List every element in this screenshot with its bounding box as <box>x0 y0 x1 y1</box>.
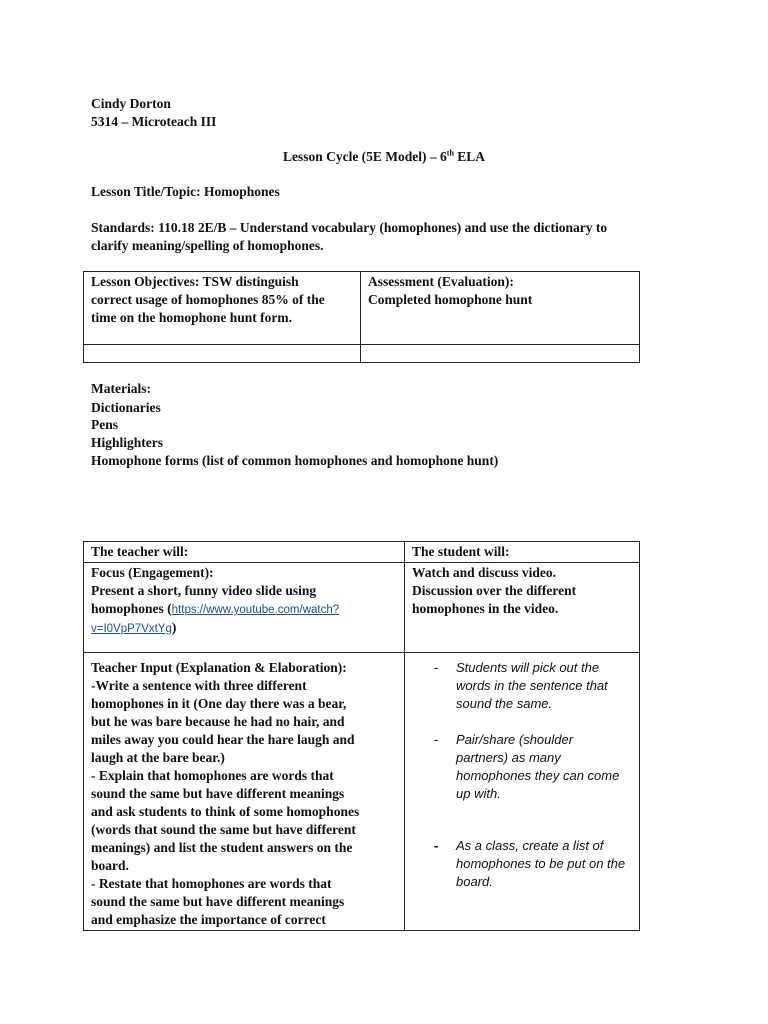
objectives-line: Lesson Objectives: TSW distinguish <box>91 274 299 289</box>
lesson-topic: Lesson Title/Topic: Homophones <box>91 184 280 199</box>
input-line: board. <box>91 858 129 873</box>
focus-teacher-cell <box>84 563 405 653</box>
list-item-line: partners) as many <box>456 750 561 765</box>
standards-line-2: clarify meaning/spelling of homophones. <box>91 238 324 253</box>
input-line: meanings) and list the student answers on the <box>91 840 353 855</box>
list-item-line: homophones they can come <box>456 768 620 783</box>
list-item <box>412 731 632 803</box>
list-item-line: sound the same. <box>456 696 553 711</box>
empty-cell <box>361 345 640 363</box>
list-item-line: words in the sentence that <box>456 678 608 693</box>
focus-line: Focus (Engagement): <box>91 565 214 580</box>
list-item-line: Students will pick out the <box>456 660 600 675</box>
input-line: sound the same but have different meanings <box>91 786 345 801</box>
list-item-line: As a class, create a list of <box>456 838 604 853</box>
student-activity-list <box>412 659 632 891</box>
objectives-line: time on the homophone hunt form. <box>91 310 293 325</box>
focus-line: Present a short, funny video slide using <box>91 583 317 598</box>
input-line: and emphasize the importance of correct <box>91 912 326 927</box>
standards-line-1: Standards: 110.18 2E/B – Understand vocabulary (homophones) and use the dictionary to <box>91 220 608 235</box>
link-prefix: homophones ( <box>91 601 172 616</box>
list-item-line: up with. <box>456 786 501 801</box>
page-title <box>0 148 768 166</box>
list-item-line: board. <box>456 874 493 889</box>
input-line: miles away you could hear the hare laugh and <box>91 732 355 747</box>
focus-link-line <box>91 619 397 638</box>
empty-cell <box>84 345 361 363</box>
focus-student-line: homophones in the video. <box>412 601 559 616</box>
lesson-table <box>83 541 640 931</box>
input-line: homophones in it (One day there was a bear, <box>91 696 347 711</box>
input-line: (words that sound the same but have different <box>91 822 356 837</box>
materials-item: Homophone forms (list of common homophones and homophone hunt) <box>91 453 499 468</box>
title-superscript: th <box>446 148 454 158</box>
dash-bullet: - <box>434 732 439 747</box>
title-suffix: ELA <box>453 149 486 164</box>
assessment-line: Assessment (Evaluation): <box>368 274 514 289</box>
input-line: - Explain that homophones are words that <box>91 768 334 783</box>
focus-link-line <box>91 600 397 619</box>
link-suffix: ) <box>171 620 177 635</box>
input-teacher-cell <box>84 653 405 931</box>
list-item-line: Pair/share (shoulder <box>456 732 574 747</box>
materials-item: Highlighters <box>91 435 164 450</box>
objectives-table <box>83 271 640 363</box>
course-name: 5314 – Microteach III <box>91 114 217 129</box>
title-prefix: Lesson Cycle (5E Model) – 6 <box>282 149 447 164</box>
input-student-cell <box>405 653 640 931</box>
video-link-continued[interactable]: v=I0VpP7VxtYg <box>91 623 172 635</box>
materials-item: Pens <box>91 417 118 432</box>
input-line: sound the same but have different meanings <box>91 894 345 909</box>
assessment-cell <box>361 272 640 345</box>
materials-heading: Materials: <box>91 381 151 396</box>
video-link[interactable]: https://www.youtube.com/watch? <box>171 604 340 616</box>
focus-student-line: Watch and discuss video. <box>412 565 557 580</box>
objectives-cell <box>84 272 361 345</box>
input-line: - Restate that homophones are words that <box>91 876 332 891</box>
teacher-header: The teacher will: <box>84 542 405 563</box>
materials-item: Dictionaries <box>91 400 161 415</box>
dash-bullet: - <box>434 660 439 675</box>
list-item <box>412 659 632 713</box>
input-line: -Write a sentence with three different <box>91 678 307 693</box>
focus-student-cell <box>405 563 640 653</box>
focus-student-line: Discussion over the different <box>412 583 577 598</box>
list-item-line: homophones to be put on the <box>456 856 626 871</box>
author-name: Cindy Dorton <box>91 96 171 111</box>
assessment-line: Completed homophone hunt <box>368 292 533 307</box>
objectives-line: correct usage of homophones 85% of the <box>91 292 325 307</box>
input-line: but he was bare because he had no hair, and <box>91 714 345 729</box>
input-line: and ask students to think of some homophones <box>91 804 360 819</box>
list-item <box>412 837 632 891</box>
input-line: laugh at the bare bear.) <box>91 750 225 765</box>
student-header: The student will: <box>405 542 640 563</box>
input-line: Teacher Input (Explanation & Elaboration): <box>91 660 347 675</box>
dash-bullet: - <box>434 838 439 853</box>
